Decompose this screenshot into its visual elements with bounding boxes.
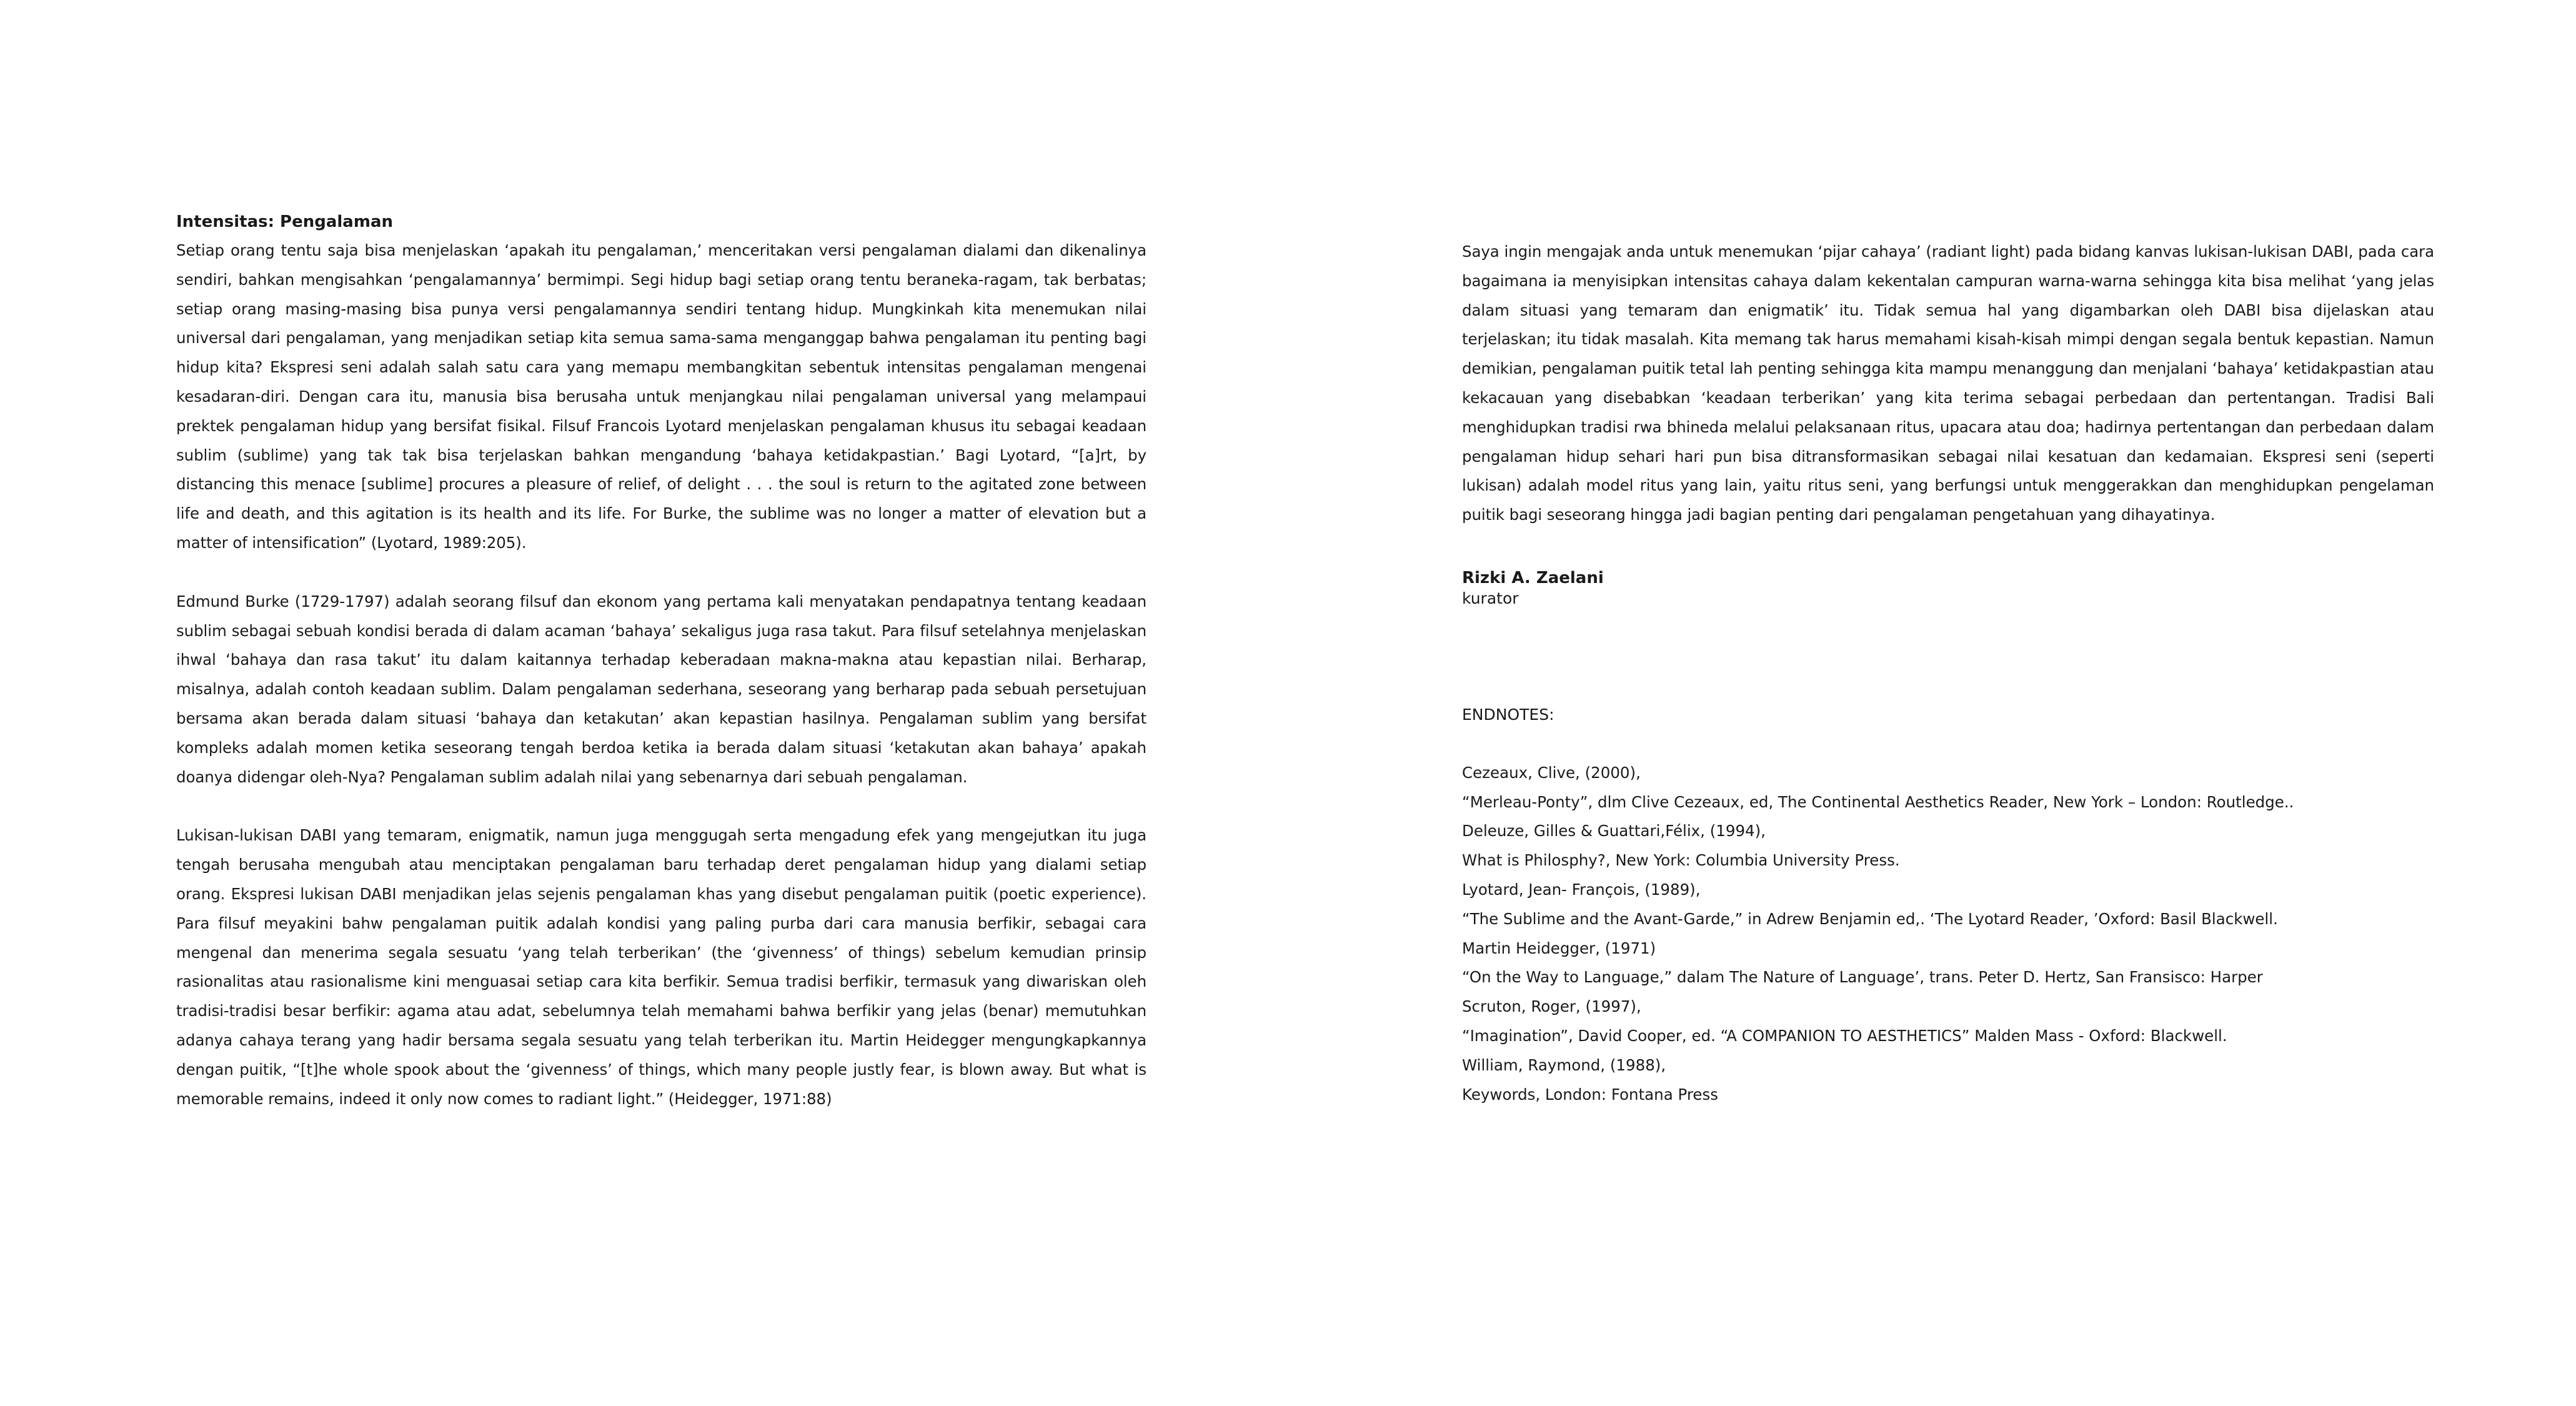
section-heading: Intensitas: Pengalaman: [176, 212, 394, 231]
endnote-line: “The Sublime and the Avant-Garde,” in Adrew Benjamin ed,. ‘The Lyotard Reader, ’Oxford: Basil Blackwell.: [1462, 909, 2278, 928]
endnote-line: “On the Way to Language,” dalam The Nature of Language’, trans. Peter D. Hertz, San Fransisco: Harper: [1462, 968, 2263, 987]
endnote-line: Lyotard, Jean- François, (1989),: [1462, 880, 1701, 899]
endnotes-list: [1462, 759, 2434, 1110]
author-role: kurator: [1462, 589, 1519, 607]
endnote-line: Scruton, Roger, (1997),: [1462, 997, 1641, 1016]
paragraph-2: Edmund Burke (1729-1797) adalah seorang filsuf dan ekonom yang pertama kali menyatakan pendapatnya tentang keadaan sublim sebagai sebuah kondisi berada di dalam acaman ‘bahaya’ sekaligus juga rasa takut. Para filsuf setelahnya menjelaskan ihwal ‘bahaya dan rasa takut’ itu dalam kaitannya terhadap keberadaan makna-makna atau kepastian nilai. Berharap, misalnya, adalah contoh keadaan sublim. Dalam pengalaman sederhana, seseorang yang berharap pada sebuah persetujuan bersama akan berada dalam situasi ‘bahaya dan ketakutan’ akan kepastian hasilnya. Pengalaman sublim yang bersifat kompleks adalah momen ketika seseorang tengah berdoa ketika ia berada dalam situasi ‘ketakutan akan bahaya’ apakah doanya didengar oleh-Nya? Pengalaman sublim adalah nilai yang sebenarnya dari sebuah pengalaman.: [176, 592, 1146, 786]
endnote-line: Deleuze, Gilles & Guattari,Félix, (1994),: [1462, 822, 1766, 840]
paragraph-3: Lukisan-lukisan DABI yang temaram, enigmatik, namun juga menggugah serta mengadung efek yang mengejutkan itu juga tengah berusaha mengubah atau menciptakan pengalaman baru terhadap deret pengalaman hidup yang dialami setiap orang. Ekspresi lukisan DABI menjadikan jelas sejenis pengalaman khas yang disebut pengalaman puitik (poetic experience). Para filsuf meyakini bahw pengalaman puitik adalah kondisi yang paling purba dari cara manusia berfikir, sebagai cara mengenal dan menerima segala sesuatu ‘yang telah terberikan’ (the ‘givenness’ of things) sebelum kemudian prinsip rasionalitas atau rasionalisme kini menguasai setiap cara kita berfikir. Semua tradisi berfikir, termasuk yang diwariskan oleh tradisi-tradisi besar berfikir: agama atau adat, sebelumnya telah memahami bahwa berfikir yang jelas (benar) memutuhkan adanya cahaya terang yang hadir bersama segala sesuatu yang telah terberikan itu. Martin Heidegger mengungkapkannya dengan puitik, “[t]he whole spook about the ‘givenness’ of things, which many people justly fear, is blown away. But what is memorable remains, indeed it only now comes to radiant light.” (Heidegger, 1971:88): [176, 826, 1146, 1108]
paragraph-1: Setiap orang tentu saja bisa menjelaskan ‘apakah itu pengalaman,’ menceritakan versi pengalaman dialami dan dikenalinya sendiri, bahkan mengisahkan ‘pengalamannya’ bermimpi. Segi hidup bagi setiap orang tentu beraneka-ragam, tak berbatas; setiap orang masing-masing bisa punya versi pengalamannya sendiri tentang hidup. Mungkinkah kita menemukan nilai universal dari pengalaman, yang menjadikan setiap kita semua sama-sama menganggap bahwa pengalaman itu penting bagi hidup kita? Ekspresi seni adalah salah satu cara yang memapu membangkitan sebentuk intensitas pengalaman mengenai kesadaran-diri. Dengan cara itu, manusia bisa berusaha untuk menjangkau nilai pengalaman universal yang melampaui prektek pengalaman hidup yang bersifat fisikal. Filsuf Francois Lyotard menjelaskan pengalaman khusus itu sebagai keadaan sublim (sublime) yang tak tak bisa terjelaskan bahkan mengandung ‘bahaya ketidakpastian.’ Bagi Lyotard, “[a]rt, by distancing this menace [sublime] procures a pleasure of relief, of delight . . . the soul is return to the agitated zone between life and death, and this agitation is its health and its life. For Burke, the sublime was no longer a matter of elevation but a matter of intensification” (Lyotard, 1989:205).: [176, 241, 1146, 552]
paragraph-4: Saya ingin mengajak anda untuk menemukan ‘pijar cahaya’ (radiant light) pada bidang kanvas lukisan-lukisan DABI, pada cara bagaimana ia menyisipkan intensitas cahaya dalam kekentalan campuran warna-warna sehingga kita bisa melihat ‘yang jelas dalam situasi yang temaram dan enigmatik’ itu. Tidak semua hal yang digambarkan oleh DABI bisa dijelaskan atau terjelaskan; itu tidak masalah. Kita memang tak harus memahami kisah-kisah mimpi dengan segala bentuk kepastian. Namun demikian, pengalaman puitik tetal lah penting sehingga kita mampu menanggung dan menjalani ‘bahaya’ ketidakpastian atau kekacauan yang disebabkan ‘keadaan terberikan’ yang kita terima sebagai perbedaan dan pertentangan. Tradisi Bali menghidupkan tradisi rwa bhineda melalui pelaksanaan ritus, upacara atau doa; hadirnya pertentangan dan perbedaan dalam pengalaman hidup sehari hari pun bisa ditransformasikan sebagai nilai kesatuan dan kedamaian. Ekspresi seni (seperti lukisan) adalah model ritus yang lain, yaitu ritus seni, yang berfungsi untuk menggerakkan dan menghidupkan pengelaman puitik bagi seseorang hingga jadi bagian penting dari pengalaman pengetahuan yang dihayatinya.: [1462, 242, 2434, 524]
endnote-line: Martin Heidegger, (1971): [1462, 939, 1656, 957]
endnotes-title: ENDNOTES:: [1462, 705, 1554, 724]
author-signature: [1462, 567, 2434, 609]
right-page-column: [1462, 237, 2434, 1109]
author-name: Rizki A. Zaelani: [1462, 568, 1604, 587]
left-page-column: [176, 207, 1146, 1143]
endnote-line: Keywords, London: Fontana Press: [1462, 1085, 1718, 1104]
endnote-line: “Merleau-Ponty”, dlm Clive Cezeaux, ed, The Continental Aesthetics Reader, New York – London: Routledge..: [1462, 792, 2294, 811]
endnote-line: What is Philosphy?, New York: Columbia University Press.: [1462, 851, 1900, 870]
endnote-line: Cezeaux, Clive, (2000),: [1462, 763, 1641, 782]
endnote-line: “Imagination”, David Cooper, ed. “A COMPANION TO AESTHETICS” Malden Mass - Oxford: Blackwell.: [1462, 1026, 2227, 1045]
endnote-line: William, Raymond, (1988),: [1462, 1055, 1666, 1074]
